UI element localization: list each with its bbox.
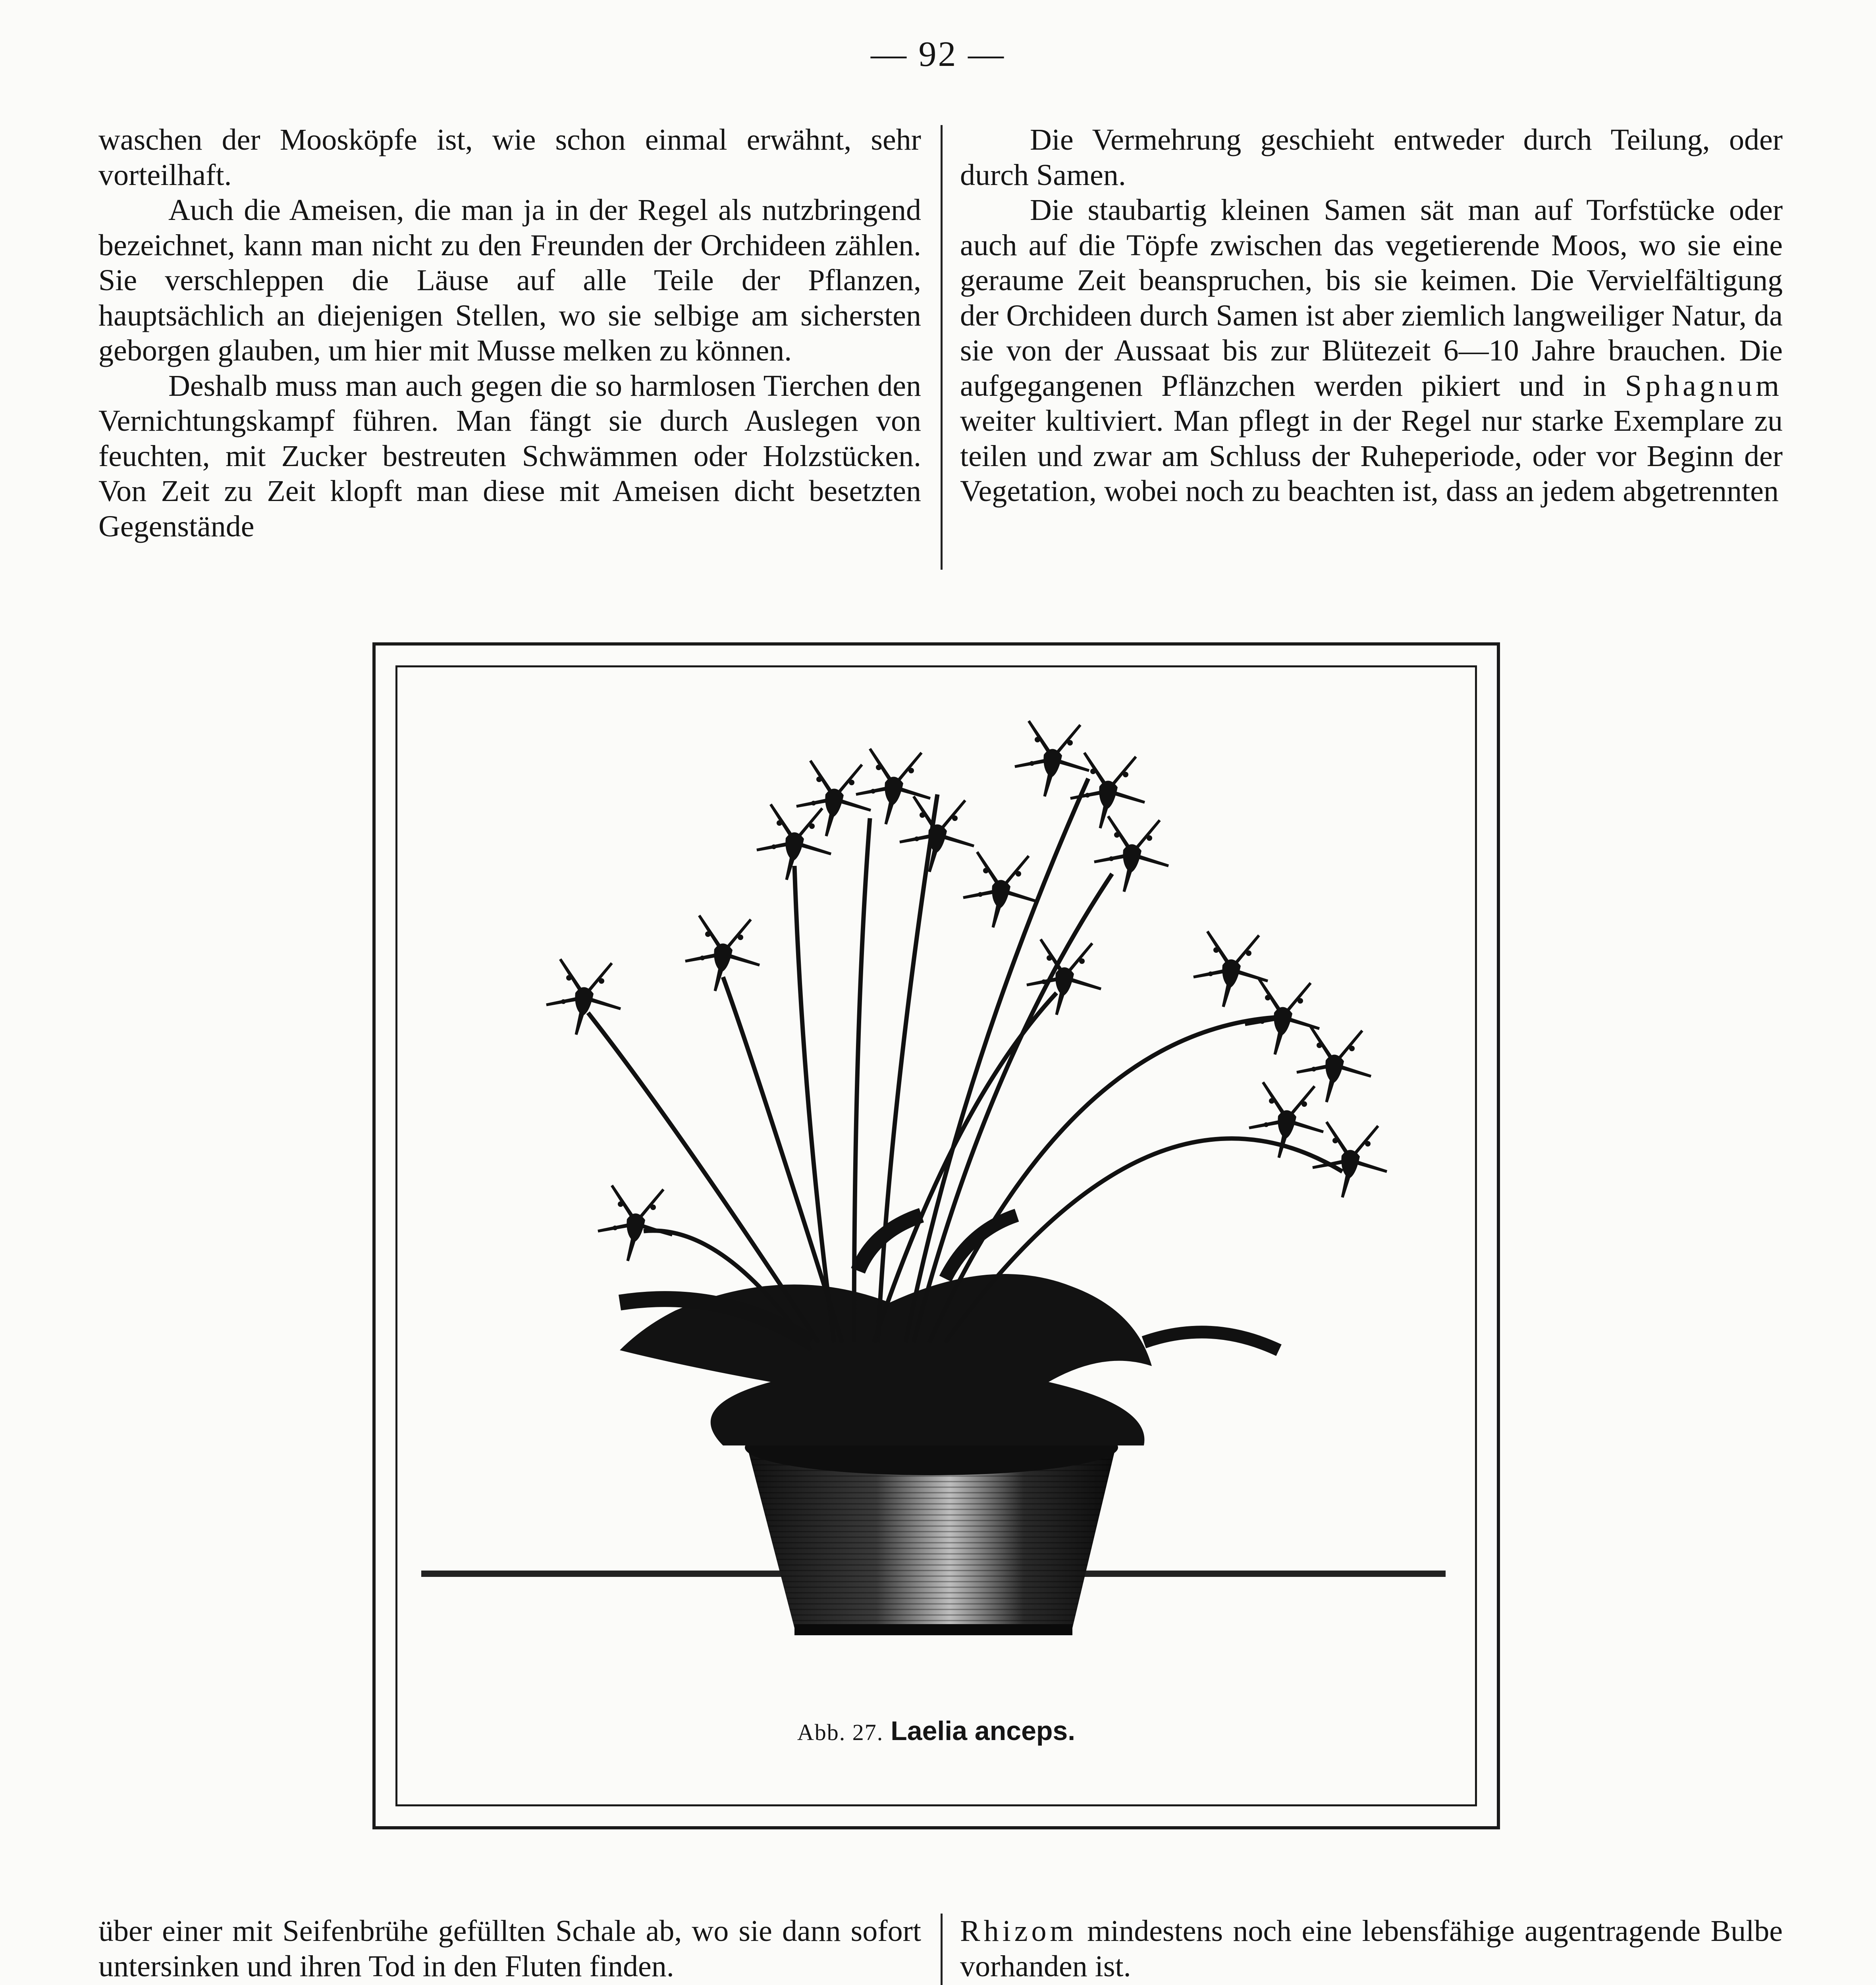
paragraph: Auch die Ameisen, die man ja in der Regel als nutzbringend bezeichnet, kann man nicht zu den Freunden der Orchideen zählen. Sie verschleppen die Läuse auf alle Teile der Pflanzen, hauptsächlich an diejenigen Stellen, wo sie selbige am sichersten geborgen glauben, um hier mit Musse melken zu können. xyxy=(98,193,921,367)
text-run: weiter kultiviert. Man pflegt in der Regel nur starke Exemplare zu teilen und zwar am Schluss der Ruheperiode, oder vor Beginn der Vegetation, wobei noch zu beachten ist, dass an jedem abgetrennten xyxy=(960,404,1783,508)
text-run: Die staubartig kleinen Samen sät man auf Torfstücke oder auch auf die Töpfe zwischen das vegetierende Moos, wo sie eine geraume Zeit beanspruchen, bis sie keimen. Die Vervielfältigung der Orchideen durch Samen ist aber ziemlich langweiliger Natur, da sie von der Aussaat bis zur Blütezeit 6—10 Jahre brauchen. Die aufgegangenen Pflänzchen werden pikiert und in xyxy=(960,193,1783,403)
paragraph xyxy=(960,1914,1783,1984)
paragraph: über einer mit Seifenbrühe gefüllten Schale ab, wo sie dann sofort untersinken und ihren Tod in den Fluten finden. xyxy=(98,1914,921,1983)
figure-title: Laelia anceps. xyxy=(891,1716,1076,1746)
spaced-term: Sphagnum xyxy=(1625,369,1783,403)
column-divider xyxy=(941,1914,943,1985)
orchid-illustration xyxy=(397,667,1481,1700)
paragraph xyxy=(960,193,1783,509)
text-run: mindestens noch eine lebensfähige augentragende Bulbe vorhanden ist. xyxy=(960,1914,1783,1983)
spaced-term: Rhizom xyxy=(960,1914,1077,1948)
figure-inner-frame xyxy=(395,665,1477,1806)
paragraph: Die Vermehrung geschieht entweder durch Teilung, oder durch Samen. xyxy=(960,123,1783,192)
text-column-top-left xyxy=(98,122,921,544)
text-column-bottom-right xyxy=(960,1914,1783,1985)
figure-frame xyxy=(372,642,1500,1829)
figure-label: Abb. 27. xyxy=(797,1719,884,1745)
text-column-top-right xyxy=(960,122,1783,509)
text-column-bottom-left xyxy=(98,1914,921,1985)
figure-caption xyxy=(397,1715,1475,1747)
column-divider xyxy=(941,125,943,570)
page-number: — 92 — xyxy=(871,35,1005,74)
paragraph: Deshalb muss man auch gegen die so harmlosen Tierchen den Vernichtungskampf führen. Man fängt sie durch Auslegen von feuchten, mit Zucker bestreuten Schwämmen oder Holzstücken. Von Zeit zu Zeit klopft man diese mit Ameisen dicht besetzten Gegenstände xyxy=(98,369,921,543)
paragraph: waschen der Mooskӧpfe ist, wie schon einmal erwähnt, sehr vorteilhaft. xyxy=(98,123,921,192)
